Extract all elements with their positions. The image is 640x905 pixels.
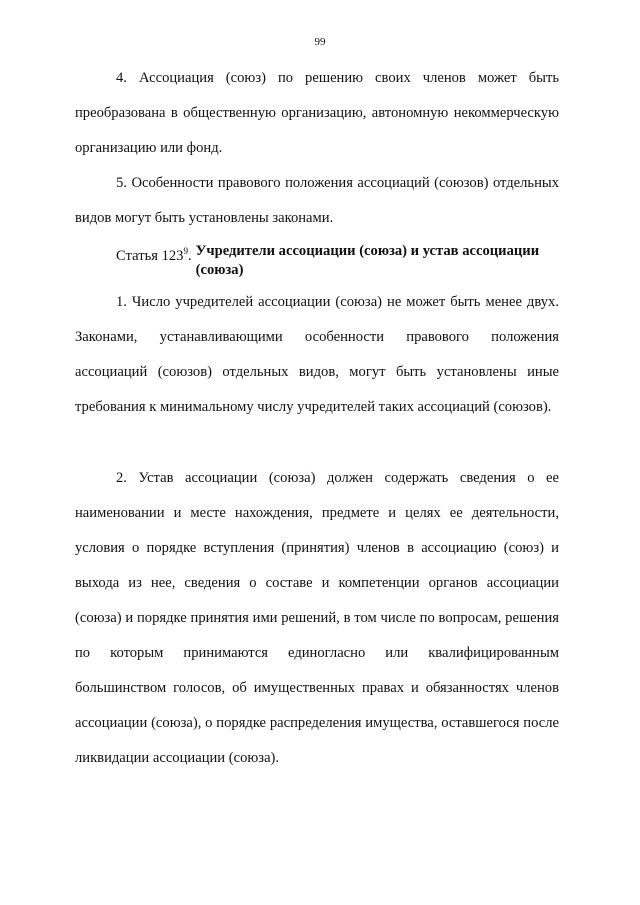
- article-heading: [116, 242, 566, 280]
- article-superscript: 9: [183, 246, 188, 256]
- article-label: Статья 123: [116, 248, 184, 264]
- paragraph-5-special-status: 5. Особенности правового положения ассоциаций (союзов) отдельных видов могут быть установлены законами.: [75, 175, 559, 226]
- article-title: Учредители ассоциации (союза) и устав ассоциации (союза): [195, 243, 540, 278]
- paragraph-2-charter: 2. Устав ассоциации (союза) должен содержать сведения о ее наименовании и месте нахождения, предмете и целях ее деятельности, условия о порядке вступления (принятия) членов в ассоциацию (союз) и выхода из нее, сведения о составе и компетенции органов ассоциации (союза) и порядке принятия ими решений, в том числе по вопросам, решения по которым принимаются единогласно или квалифицированным большинством голосов, об имущественных правах и обязанностях членов ассоциации (союза), о порядке распределения имущества, оставшегося после ликвидации ассоциации (союза).: [75, 470, 559, 766]
- paragraph-4-conversion: 4. Ассоциация (союз) по решению своих членов может быть преобразована в общественную организацию, автономную некоммерческую организацию или фонд.: [75, 70, 559, 156]
- article-number: [116, 242, 192, 266]
- page-number: 99: [314, 36, 326, 48]
- paragraph-1-founders: 1. Число учредителей ассоциации (союза) не может быть менее двух. Законами, устанавливающими особенности правового положения ассоциаций (союзов) отдельных видов, могут быть установлены иные требования к минимальному числу учредителей таких ассоциаций (союзов).: [75, 294, 559, 415]
- article-suffix: .: [187, 248, 192, 264]
